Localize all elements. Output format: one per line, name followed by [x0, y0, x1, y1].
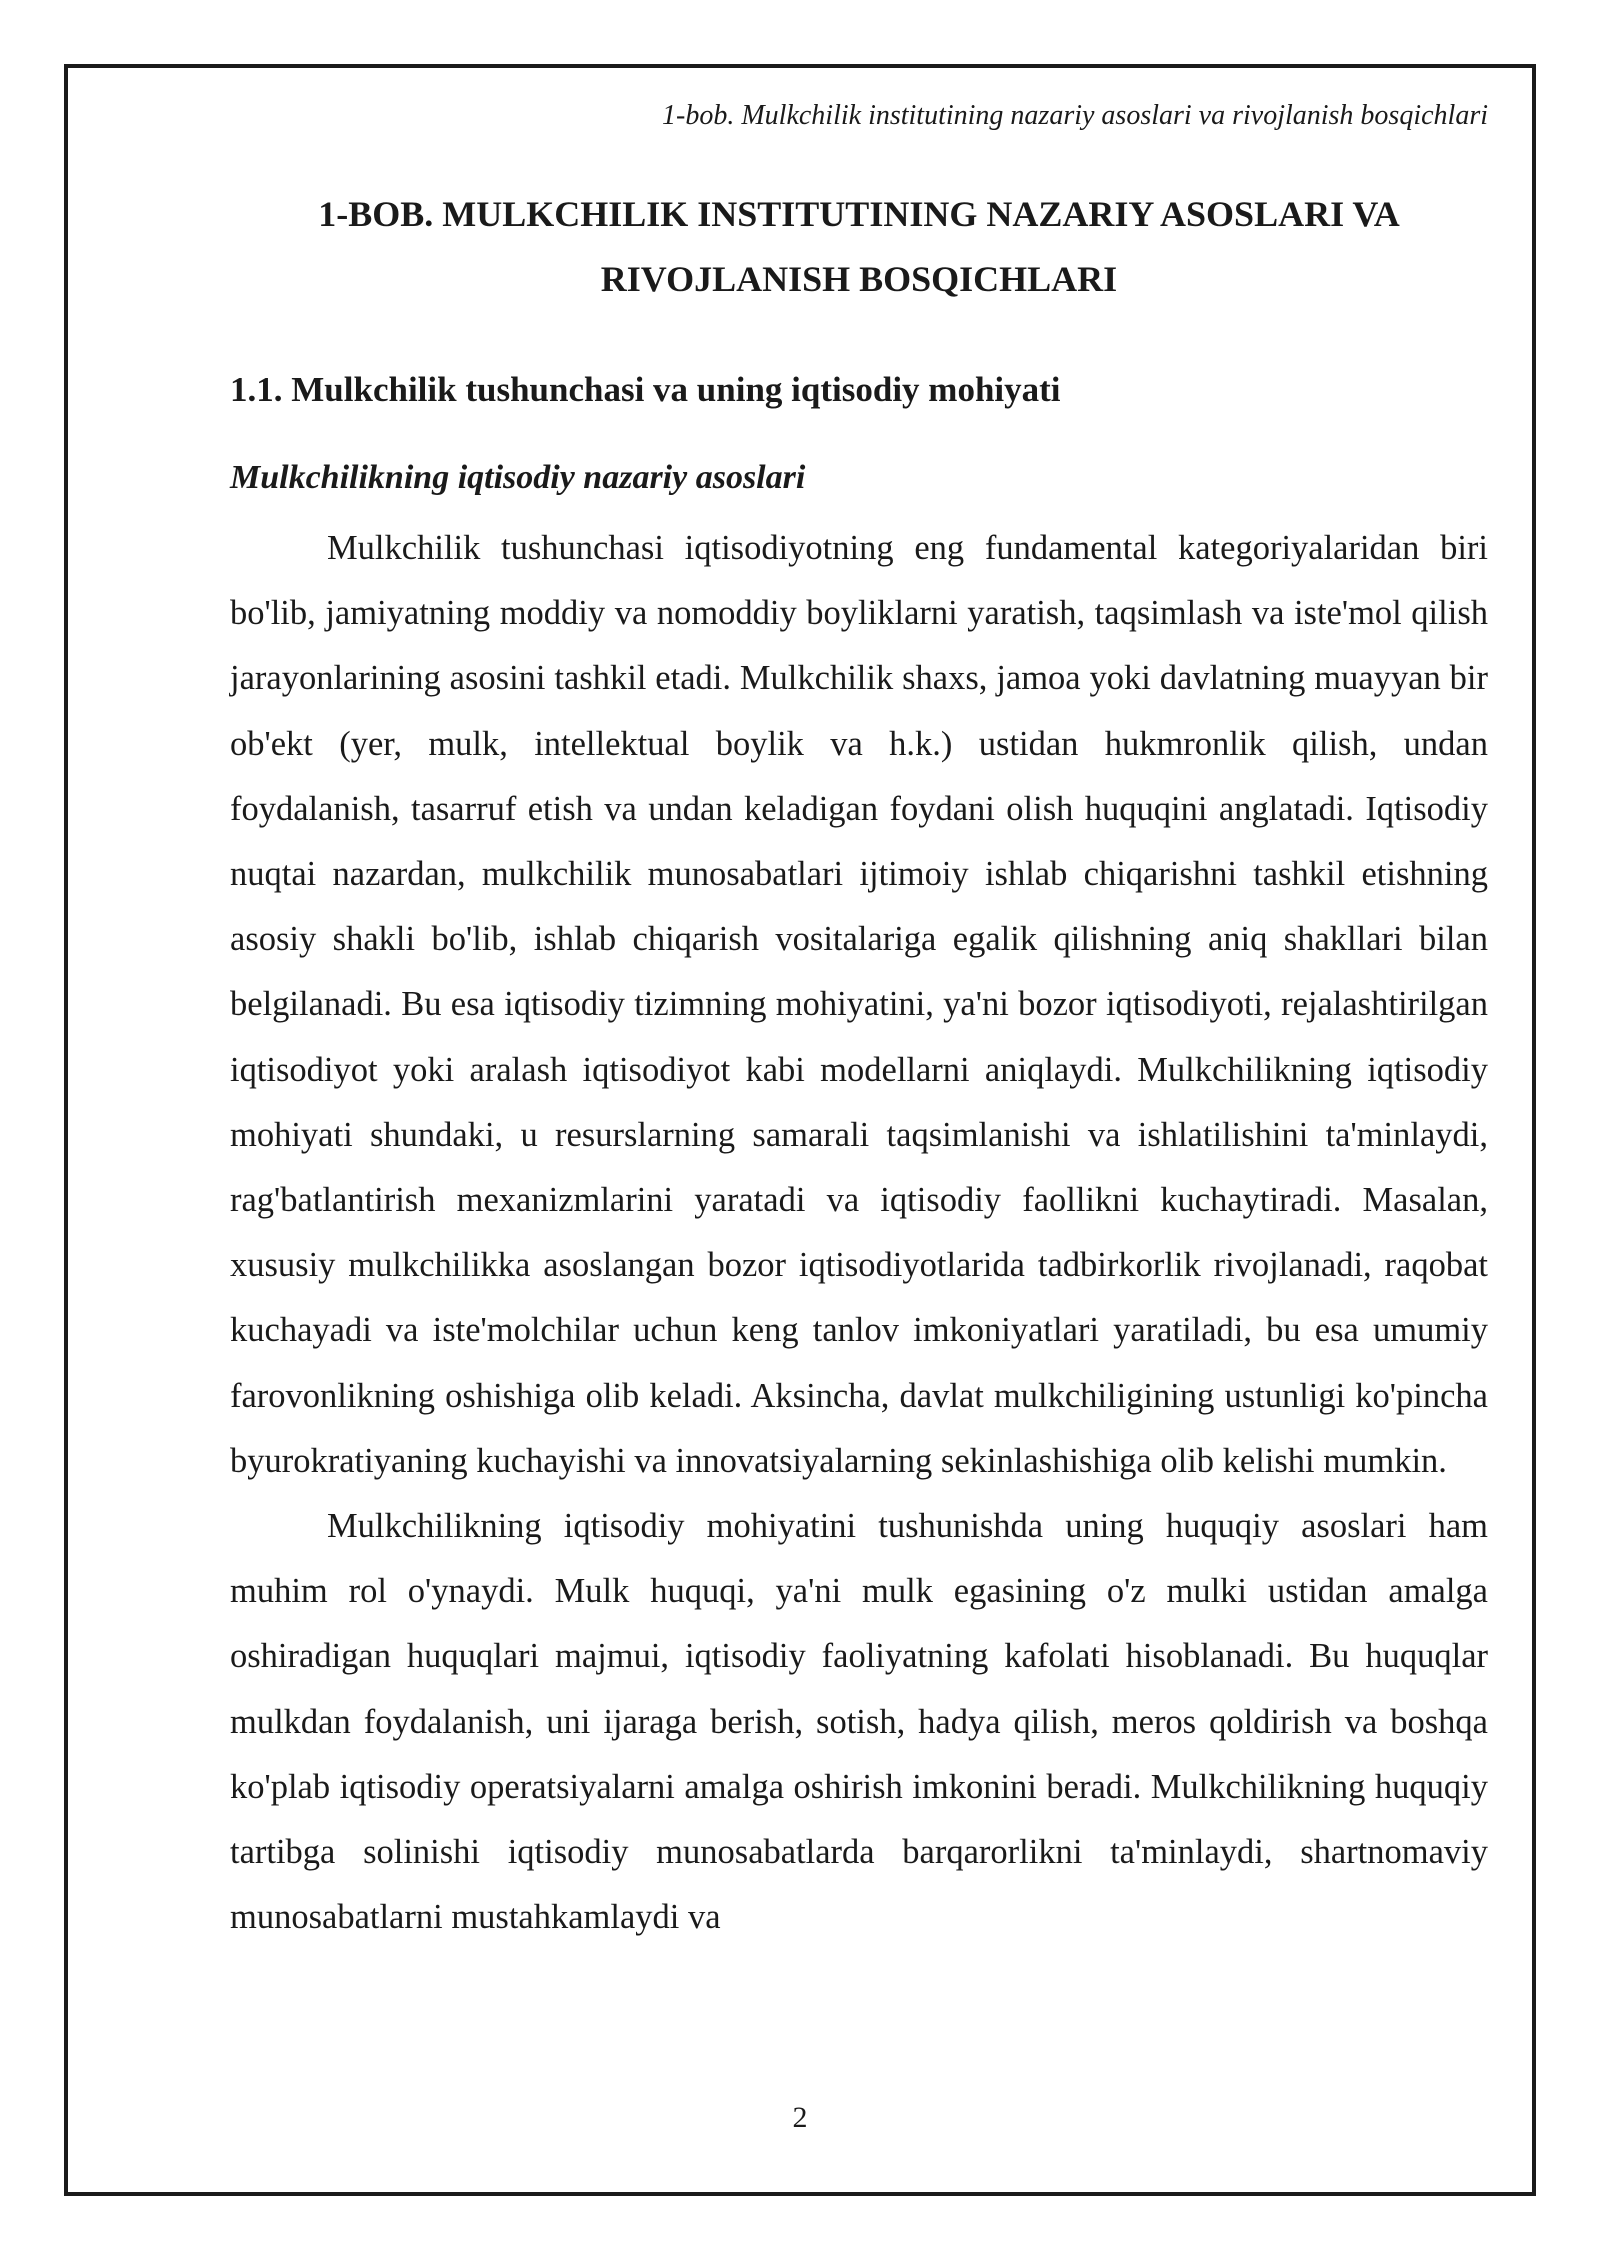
chapter-title-line-1: 1-BOB. MULKCHILIK INSTITUTINING NAZARIY ASOSLARI VA	[318, 194, 1400, 234]
subsection-title: Mulkchilikning iqtisodiy nazariy asoslari	[230, 459, 806, 496]
chapter-title-line-2: RIVOJLANISH BOSQICHLARI	[600, 259, 1118, 299]
chapter-title	[230, 182, 1488, 312]
page-number: 2	[792, 2101, 808, 2134]
running-header: 1-bob. Mulkchilik institutining nazariy asoslari va rivojlanish bosqichlari	[662, 100, 1488, 131]
paragraph: Mulkchilik tushunchasi iqtisodiyotning eng fundamental kategoriyalaridan biri bo'lib, jamiyatning moddiy va nomoddiy boyliklarni yaratish, taqsimlash va iste'mol qilish jarayonlarining asosini tashkil etadi. Mulkchilik shaxs, jamoa yoki davlatning muayyan bir ob'ekt (yer, mulk, intellektual boylik va h.k.) ustidan hukmronlik qilish, undan foydalanish, tasarruf etish va undan keladigan foydani olish huquqini anglatadi. Iqtisodiy nuqtai nazardan, mulkchilik munosabatlari ijtimoiy ishlab chiqarishni tashkil etishning asosiy shakli bo'lib, ishlab chiqarish vositalariga egalik qilishning aniq shakllari bilan belgilanadi. Bu esa iqtisodiy tizimning mohiyatini, ya'ni bozor iqtisodiyoti, rejalashtirilgan iqtisodiyot yoki aralash iqtisodiyot kabi modellarni aniqlaydi. Mulkchilikning iqtisodiy mohiyati shundaki, u resurslarning samarali taqsimlanishi va ishlatilishini ta'minlaydi, rag'batlantirish mexanizmlarini yaratadi va iqtisodiy faollikni kuchaytiradi. Masalan, xususiy mulkchilikka asoslangan bozor iqtisodiyotlarida tadbirkorlik rivojlanadi, raqobat kuchayadi va iste'molchilar uchun keng tanlov imkoniyatlari yaratiladi, bu esa umumiy farovonlikning oshishiga olib keladi. Aksincha, davlat mulkchiligining ustunligi ko'pincha byurokratiyaning kuchayishi va innovatsiyalarning sekinlashishiga olib kelishi mumkin.	[230, 529, 1488, 1480]
section-title: 1.1. Mulkchilik tushunchasi va uning iqtisodiy mohiyati	[230, 370, 1061, 409]
body-text	[230, 516, 1488, 1950]
paragraph: Mulkchilikning iqtisodiy mohiyatini tushunishda uning huquqiy asoslari ham muhim rol o'ynaydi. Mulk huquqi, ya'ni mulk egasining o'z mulki ustidan amalga oshiradigan huquqlari majmui, iqtisodiy faoliyatning kafolati hisoblanadi. Bu huquqlar mulkdan foydalanish, uni ijaraga berish, sotish, hadya qilish, meros qoldirish va boshqa ko'plab iqtisodiy operatsiyalarni amalga oshirish imkonini beradi. Mulkchilikning huquqiy tartibga solinishi iqtisodiy munosabatlarda barqarorlikni ta'minlaydi, shartnomaviy munosabatlarni mustahkamlaydi va	[230, 1507, 1488, 1937]
